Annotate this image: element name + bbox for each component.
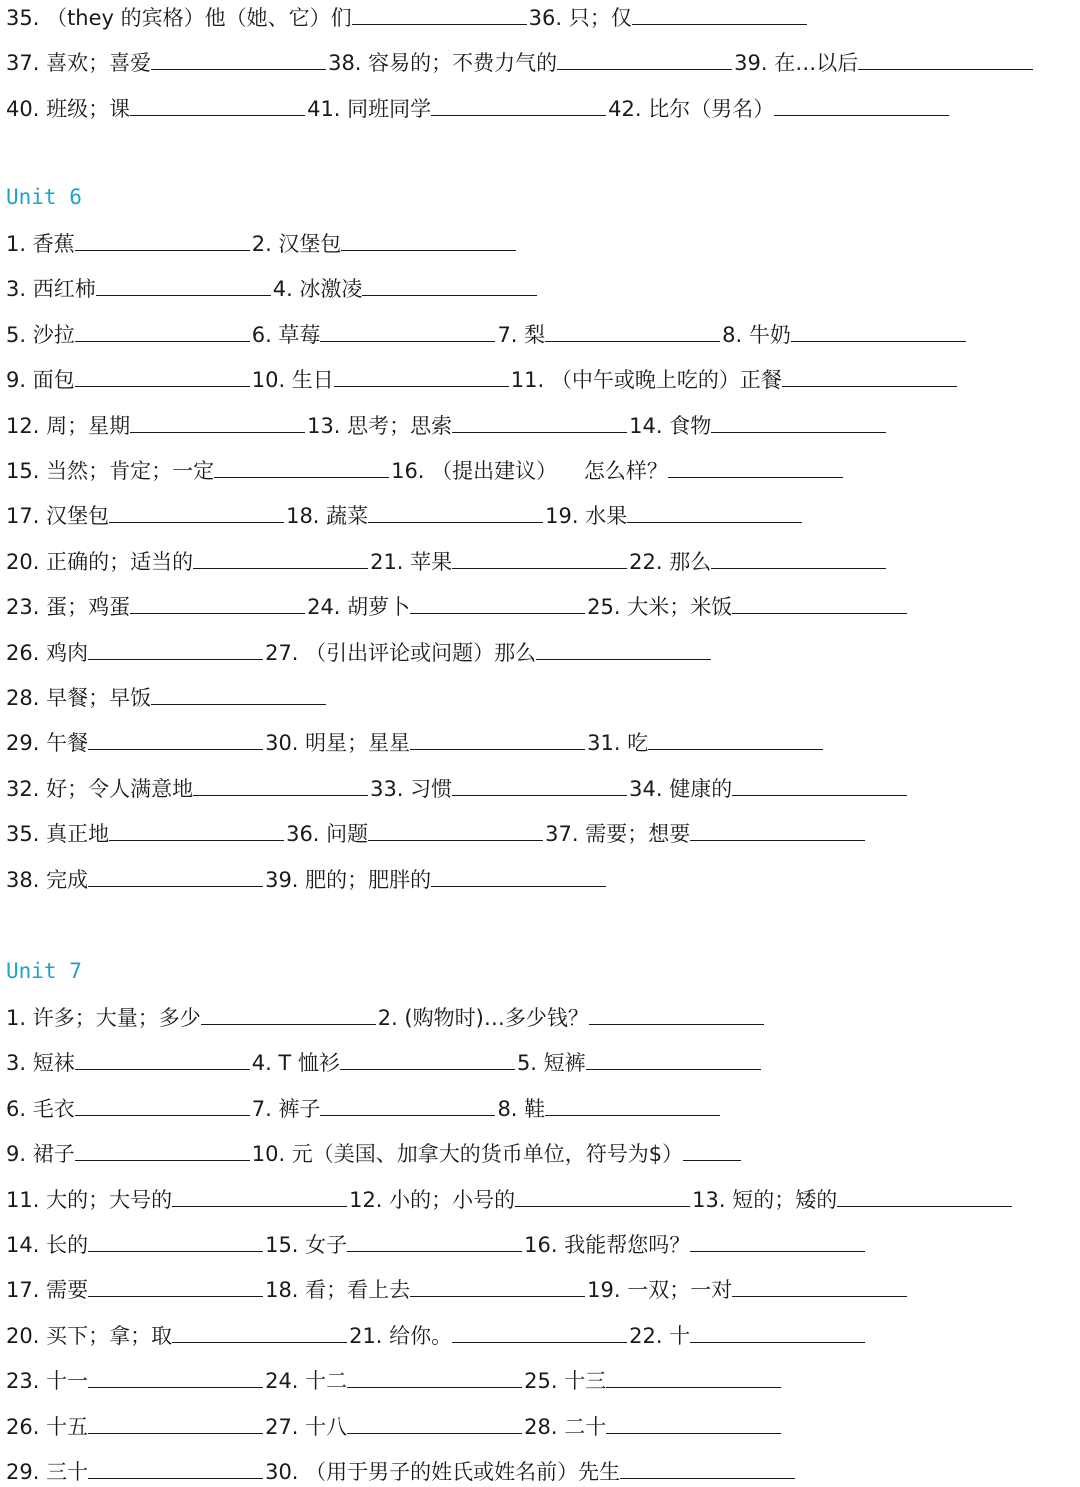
- vocab-item: [265, 1274, 587, 1305]
- vocab-prompt: 3. 西红柿: [6, 277, 96, 302]
- vocab-item: [608, 93, 951, 124]
- vocab-item: [524, 1411, 783, 1442]
- vocab-prompt: 12. 小的；小号的: [349, 1187, 516, 1212]
- answer-blank[interactable]: [690, 1229, 865, 1252]
- vocab-prompt: 34. 健康的: [629, 776, 733, 801]
- vocab-prompt: 27. 十八: [265, 1414, 348, 1439]
- vocab-prompt: 14. 长的: [6, 1233, 89, 1257]
- exercise-row: [6, 773, 909, 803]
- vocab-item: [273, 273, 540, 304]
- vocab-prompt: 37. 喜欢；喜爱: [6, 51, 152, 76]
- vocab-prompt: 4. 冰激凌: [272, 277, 363, 302]
- answer-blank[interactable]: [130, 410, 305, 433]
- exercise-row: [6, 1320, 867, 1350]
- exercise-row: [6, 1047, 763, 1077]
- exercise-row: [6, 1365, 783, 1395]
- answer-blank[interactable]: [620, 1456, 795, 1479]
- answer-blank[interactable]: [774, 93, 949, 116]
- exercise-row: [6, 1456, 797, 1486]
- vocab-prompt: 35. （they 的宾格）他（她、它）们: [6, 6, 352, 30]
- vocab-item: [629, 1320, 867, 1351]
- vocab-prompt: 22. 那么: [629, 549, 712, 574]
- vocab-item: [6, 1411, 265, 1442]
- answer-blank[interactable]: [75, 228, 250, 251]
- exercise-row: [6, 546, 888, 576]
- answer-blank[interactable]: [410, 1274, 585, 1297]
- vocab-item: [328, 47, 734, 78]
- exercise-row: [6, 1184, 1014, 1214]
- vocab-prompt: 14. 食物: [629, 413, 712, 438]
- vocab-item: [629, 773, 909, 804]
- answer-blank[interactable]: [75, 1093, 250, 1116]
- vocab-item: [6, 864, 265, 895]
- vocab-item: [252, 228, 519, 259]
- vocab-item: [6, 637, 265, 668]
- vocab-prompt: 22. 十: [629, 1323, 691, 1348]
- vocab-item: [252, 319, 498, 350]
- answer-blank[interactable]: [96, 273, 271, 296]
- vocab-prompt: 10. 元（美国、加拿大的货币单位，符号为$）: [251, 1142, 684, 1167]
- vocab-item: [692, 1184, 1014, 1215]
- answer-blank[interactable]: [88, 1411, 263, 1434]
- answer-blank[interactable]: [334, 364, 509, 387]
- vocab-item: [6, 727, 265, 758]
- vocab-prompt: 18. 看；看上去: [265, 1278, 411, 1303]
- answer-blank[interactable]: [668, 455, 843, 478]
- vocab-prompt: 19. 一双；一对: [587, 1278, 733, 1303]
- vocab-item: [6, 1047, 252, 1078]
- answer-blank[interactable]: [858, 47, 1033, 70]
- vocab-item: [252, 364, 511, 395]
- vocab-item: [6, 1184, 349, 1215]
- vocab-prompt: 7. 梨: [497, 322, 546, 347]
- answer-blank[interactable]: [452, 546, 627, 569]
- vocab-item: [6, 93, 307, 124]
- vocab-item: [587, 591, 909, 622]
- vocab-prompt: 15. 女子: [265, 1233, 348, 1257]
- answer-blank[interactable]: [368, 500, 543, 523]
- vocab-prompt: 4. T 恤衫: [251, 1051, 340, 1076]
- answer-blank[interactable]: [347, 1229, 522, 1252]
- answer-blank[interactable]: [320, 1093, 495, 1116]
- vocab-item: [265, 727, 587, 758]
- answer-blank[interactable]: [88, 637, 263, 660]
- vocab-prompt: 25. 大米；米饭: [587, 595, 733, 620]
- vocab-item: [286, 818, 545, 849]
- vocab-item: [545, 500, 804, 531]
- answer-blank[interactable]: [586, 1047, 761, 1070]
- vocab-prompt: 42. 比尔（男名）: [608, 96, 775, 121]
- answer-blank[interactable]: [545, 1093, 720, 1116]
- vocab-item: [545, 818, 867, 849]
- vocab-prompt: 37. 需要；想要: [545, 822, 691, 847]
- answer-blank[interactable]: [172, 1320, 347, 1343]
- vocab-item: [587, 727, 825, 758]
- vocab-prompt: 11. （中午或晚上吃的）正餐: [510, 368, 782, 393]
- exercise-row: [6, 455, 845, 485]
- answer-blank[interactable]: [75, 319, 250, 342]
- vocab-item: [6, 228, 252, 259]
- vocab-item: [6, 2, 529, 33]
- vocab-item: [6, 1320, 349, 1351]
- answer-blank[interactable]: [606, 1411, 781, 1434]
- answer-blank[interactable]: [130, 93, 305, 116]
- answer-blank[interactable]: [627, 500, 802, 523]
- vocab-prompt: 39. 在…以后: [734, 51, 859, 76]
- answer-blank[interactable]: [320, 319, 495, 342]
- vocab-prompt: 39. 肥的；肥胖的: [265, 867, 432, 892]
- vocab-prompt: 28. 二十: [524, 1414, 607, 1439]
- vocab-prompt: 16. 我能帮您吗？: [524, 1233, 691, 1257]
- vocab-item: [378, 1002, 766, 1033]
- answer-blank[interactable]: [347, 1365, 522, 1388]
- vocab-prompt: 18. 蔬菜: [286, 504, 369, 529]
- answer-blank[interactable]: [172, 1184, 347, 1207]
- answer-blank[interactable]: [711, 410, 886, 433]
- vocab-prompt: 27. （引出评论或问题）那么: [265, 640, 537, 665]
- answer-blank[interactable]: [362, 273, 537, 296]
- exercise-row: [6, 864, 608, 894]
- vocab-item: [349, 1184, 692, 1215]
- answer-blank[interactable]: [515, 1184, 690, 1207]
- answer-blank[interactable]: [431, 93, 606, 116]
- vocab-prompt: 6. 草莓: [251, 322, 321, 347]
- answer-blank[interactable]: [452, 1320, 627, 1343]
- answer-blank[interactable]: [711, 546, 886, 569]
- vocab-item: [6, 1274, 265, 1305]
- vocab-prompt: 38. 完成: [6, 867, 89, 892]
- vocab-prompt: 26. 十五: [6, 1414, 89, 1439]
- vocab-item: [370, 546, 629, 577]
- vocab-item: [265, 1365, 524, 1396]
- vocab-prompt: 28. 早餐；早饭: [6, 686, 152, 710]
- vocab-prompt: 16. （提出建议） 怎么样？: [391, 459, 668, 483]
- answer-blank[interactable]: [732, 591, 907, 614]
- vocab-prompt: 29. 三十: [6, 1460, 89, 1484]
- answer-blank[interactable]: [352, 2, 527, 25]
- vocab-item: [252, 1047, 517, 1078]
- answer-blank[interactable]: [75, 1138, 250, 1161]
- vocab-prompt: 21. 苹果: [370, 549, 453, 574]
- vocab-item: [286, 500, 545, 531]
- answer-blank[interactable]: [341, 228, 516, 251]
- vocab-item: [587, 1274, 909, 1305]
- vocab-prompt: 5. 沙拉: [6, 322, 75, 347]
- vocab-item: [529, 2, 809, 33]
- answer-blank[interactable]: [589, 1002, 764, 1025]
- answer-blank[interactable]: [732, 1274, 907, 1297]
- vocab-item: [6, 1456, 265, 1487]
- vocab-item: [6, 546, 370, 577]
- answer-blank[interactable]: [130, 591, 305, 614]
- vocab-prompt: 6. 毛衣: [6, 1096, 75, 1121]
- exercise-row: [6, 591, 909, 621]
- vocab-item: [370, 773, 629, 804]
- answer-blank[interactable]: [88, 1229, 263, 1252]
- answer-blank[interactable]: [545, 319, 720, 342]
- vocab-prompt: 3. 短袜: [6, 1051, 75, 1076]
- answer-blank[interactable]: [340, 1047, 515, 1070]
- answer-blank[interactable]: [88, 864, 263, 887]
- answer-blank[interactable]: [452, 410, 627, 433]
- exercise-row: [6, 682, 328, 712]
- vocab-item: [524, 1229, 867, 1260]
- exercise-row: [6, 637, 713, 667]
- vocab-item: [734, 47, 1035, 78]
- answer-blank[interactable]: [690, 818, 865, 841]
- vocab-prompt: 33. 习惯: [370, 776, 453, 801]
- unit-heading: Unit 7: [6, 959, 82, 983]
- exercise-row: [6, 1002, 766, 1032]
- vocab-item: [6, 818, 286, 849]
- vocab-prompt: 13. 思考；思索: [307, 413, 453, 438]
- answer-blank[interactable]: [214, 455, 389, 478]
- vocab-item: [265, 1411, 524, 1442]
- answer-blank[interactable]: [632, 2, 807, 25]
- vocab-item: [6, 47, 328, 78]
- vocab-prompt: 40. 班级；课: [6, 96, 131, 121]
- vocab-item: [6, 1093, 252, 1124]
- vocab-prompt: 24. 胡萝卜: [307, 595, 411, 620]
- vocab-prompt: 5. 短裤: [516, 1051, 586, 1076]
- answer-blank[interactable]: [88, 1456, 263, 1479]
- vocab-item: [252, 1138, 743, 1169]
- exercise-row: [6, 273, 539, 303]
- answer-blank[interactable]: [683, 1138, 741, 1161]
- exercise-row: [6, 1229, 867, 1259]
- answer-blank[interactable]: [732, 773, 907, 796]
- vocab-item: [307, 410, 629, 441]
- vocab-prompt: 20. 正确的；适当的: [6, 549, 194, 574]
- vocab-prompt: 35. 真正地: [6, 822, 110, 847]
- vocab-item: [6, 500, 286, 531]
- vocab-item: [307, 591, 587, 622]
- vocab-item: [6, 455, 391, 486]
- exercise-row: [6, 727, 825, 757]
- vocab-prompt: 17. 需要: [6, 1278, 89, 1303]
- answer-blank[interactable]: [88, 727, 263, 750]
- vocab-item: [6, 773, 370, 804]
- exercise-row: [6, 1093, 722, 1123]
- answer-blank[interactable]: [648, 727, 823, 750]
- answer-blank[interactable]: [109, 500, 284, 523]
- vocab-prompt: 7. 裤子: [251, 1096, 321, 1121]
- vocab-prompt: 11. 大的；大号的: [6, 1187, 173, 1212]
- answer-blank[interactable]: [347, 1411, 522, 1434]
- vocab-item: [6, 1229, 265, 1260]
- answer-blank[interactable]: [452, 773, 627, 796]
- vocab-item: [265, 637, 713, 668]
- answer-blank[interactable]: [690, 1320, 865, 1343]
- answer-blank[interactable]: [193, 773, 368, 796]
- vocab-item: [349, 1320, 629, 1351]
- answer-blank[interactable]: [88, 1274, 263, 1297]
- vocab-prompt: 21. 给你。: [349, 1323, 453, 1348]
- vocab-prompt: 19. 水果: [545, 504, 628, 529]
- vocab-item: [6, 682, 328, 713]
- vocab-prompt: 20. 买下；拿；取: [6, 1323, 173, 1348]
- vocab-prompt: 25. 十三: [524, 1369, 607, 1394]
- vocab-item: [497, 1093, 722, 1124]
- vocab-item: [6, 591, 307, 622]
- answer-blank[interactable]: [782, 364, 957, 387]
- answer-blank[interactable]: [88, 1365, 263, 1388]
- exercise-row: [6, 818, 867, 848]
- unit-heading: Unit 6: [6, 185, 82, 209]
- answer-blank[interactable]: [75, 364, 250, 387]
- answer-blank[interactable]: [368, 818, 543, 841]
- vocab-prompt: 2. 汉堡包: [251, 232, 342, 256]
- vocab-item: [6, 364, 252, 395]
- vocab-item: [517, 1047, 763, 1078]
- vocab-item: [252, 1093, 498, 1124]
- vocab-prompt: 24. 十二: [265, 1369, 348, 1394]
- answer-blank[interactable]: [557, 47, 732, 70]
- vocab-prompt: 9. 面包: [6, 368, 75, 393]
- vocab-item: [6, 319, 252, 350]
- vocab-prompt: 17. 汉堡包: [6, 504, 110, 529]
- vocab-prompt: 12. 周；星期: [6, 413, 131, 438]
- vocab-prompt: 9. 裙子: [6, 1142, 75, 1167]
- vocab-item: [391, 455, 845, 486]
- vocab-item: [6, 1365, 265, 1396]
- vocab-prompt: 36. 只；仅: [528, 6, 632, 30]
- vocab-prompt: 10. 生日: [251, 368, 334, 393]
- vocab-item: [629, 546, 888, 577]
- vocab-prompt: 29. 午餐: [6, 731, 89, 756]
- exercise-row: [6, 2, 809, 32]
- vocab-prompt: 31. 吃: [587, 731, 649, 756]
- answer-blank[interactable]: [193, 546, 368, 569]
- answer-blank[interactable]: [791, 319, 966, 342]
- vocab-prompt: 1. 许多；大量；多少: [6, 1006, 201, 1030]
- vocab-prompt: 23. 十一: [6, 1369, 89, 1394]
- exercise-row: [6, 1138, 743, 1168]
- answer-blank[interactable]: [410, 591, 585, 614]
- answer-blank[interactable]: [410, 727, 585, 750]
- vocab-item: [511, 364, 959, 395]
- vocab-item: [6, 1138, 252, 1169]
- vocab-prompt: 8. 牛奶: [722, 322, 791, 347]
- vocab-prompt: 23. 蛋；鸡蛋: [6, 595, 131, 620]
- answer-blank[interactable]: [536, 637, 711, 660]
- answer-blank[interactable]: [431, 864, 606, 887]
- exercise-row: [6, 364, 959, 394]
- vocab-prompt: 13. 短的；矮的: [692, 1187, 838, 1212]
- answer-blank[interactable]: [201, 1002, 376, 1025]
- exercise-row: [6, 93, 951, 123]
- exercise-row: [6, 319, 968, 349]
- exercise-row: [6, 228, 518, 258]
- answer-blank[interactable]: [606, 1365, 781, 1388]
- vocab-prompt: 41. 同班同学: [307, 96, 432, 121]
- vocab-item: [722, 319, 968, 350]
- answer-blank[interactable]: [837, 1184, 1012, 1207]
- vocab-prompt: 36. 问题: [286, 822, 369, 847]
- vocab-prompt: 30. （用于男子的姓氏或姓名前）先生: [265, 1460, 621, 1484]
- answer-blank[interactable]: [75, 1047, 250, 1070]
- vocab-prompt: 2. (购物时)…多少钱？: [377, 1006, 589, 1030]
- vocab-item: [629, 410, 888, 441]
- vocab-prompt: 32. 好；令人满意地: [6, 776, 194, 801]
- answer-blank[interactable]: [109, 818, 284, 841]
- vocab-item: [307, 93, 608, 124]
- vocab-item: [265, 1229, 524, 1260]
- vocab-prompt: 26. 鸡肉: [6, 640, 89, 665]
- vocab-prompt: 1. 香蕉: [6, 232, 75, 256]
- vocab-item: [497, 319, 722, 350]
- vocab-item: [265, 864, 608, 895]
- exercise-row: [6, 47, 1035, 77]
- exercise-row: [6, 500, 804, 530]
- vocab-item: [265, 1456, 797, 1487]
- vocab-item: [6, 273, 273, 304]
- vocab-item: [6, 410, 307, 441]
- exercise-row: [6, 1274, 909, 1304]
- vocab-prompt: 30. 明星；星星: [265, 731, 411, 756]
- answer-blank[interactable]: [151, 47, 326, 70]
- vocab-prompt: 15. 当然；肯定；一定: [6, 459, 215, 483]
- vocab-prompt: 38. 容易的；不费力气的: [328, 51, 558, 76]
- vocab-item: [6, 1002, 378, 1033]
- exercise-row: [6, 410, 888, 440]
- vocab-prompt: 8. 鞋: [497, 1096, 546, 1121]
- vocab-item: [524, 1365, 783, 1396]
- exercise-row: [6, 1411, 783, 1441]
- answer-blank[interactable]: [151, 682, 326, 705]
